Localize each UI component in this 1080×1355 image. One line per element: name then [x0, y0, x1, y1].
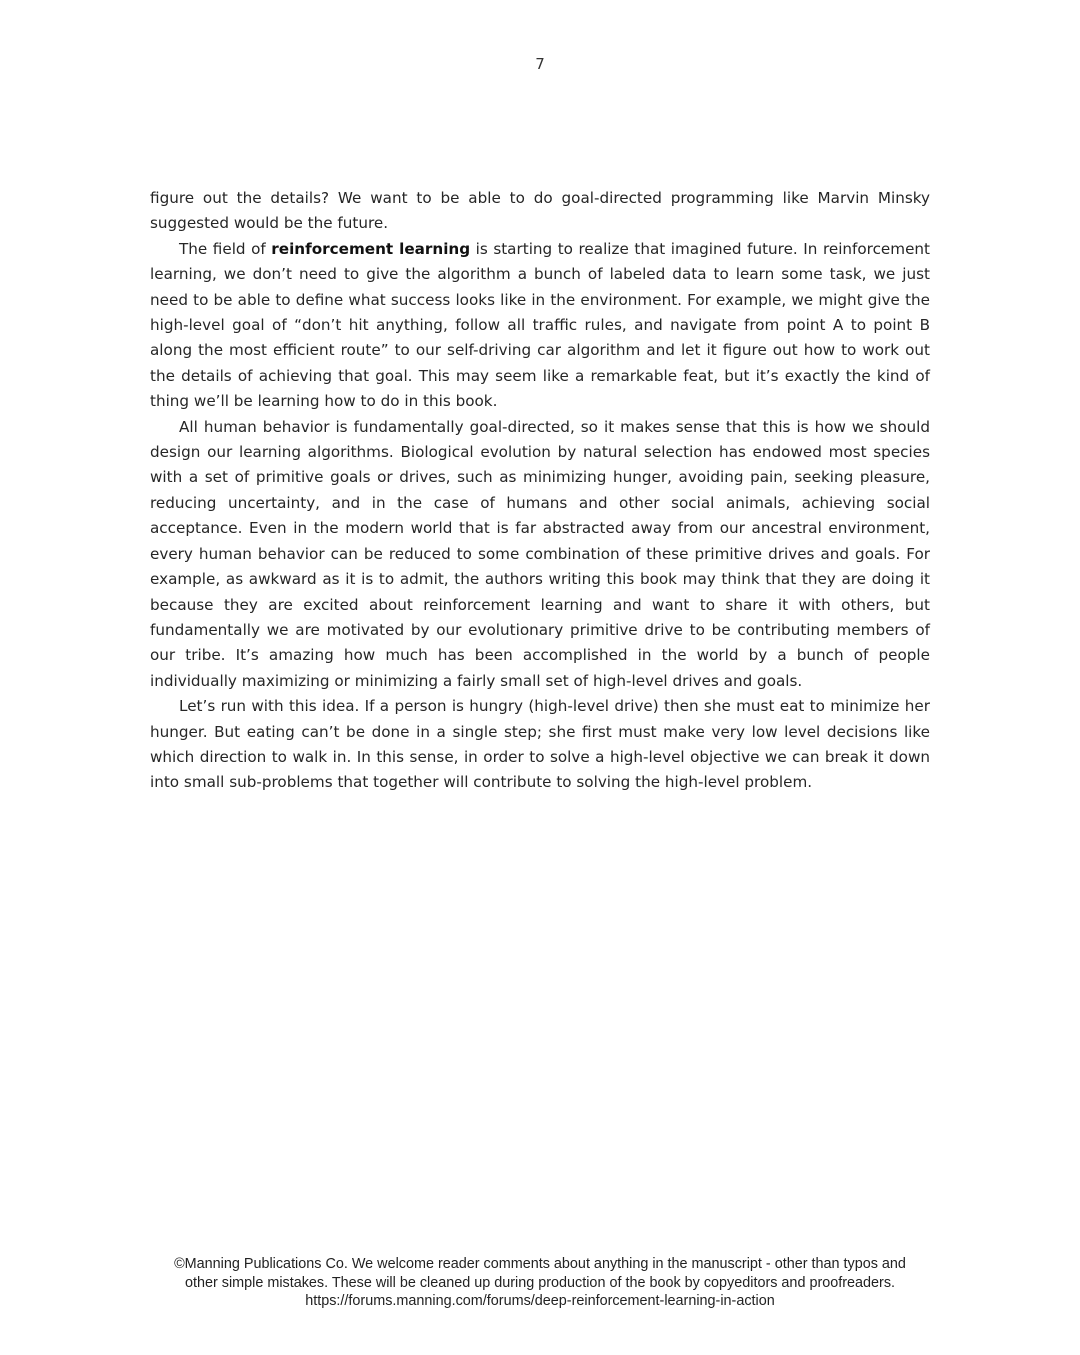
key-term: reinforcement learning	[271, 239, 471, 258]
paragraph-goal-directed-behavior: All human behavior is fundamentally goal-directed, so it makes sense that this is how we should design our learning algorithms. Biological evolution by natural selection has endowed most species with a set of primitive goals or drives, such as minimizing hunger, avoiding pain, seeking pleasure, reducing uncertainty, and in the case of humans and other social animals, achieving social acceptance. Even in the modern world that is far abstracted away from our ancestral environment, every human behavior can be reduced to some combination of these primitive drives and goals. For example, as awkward as it is to admit, the authors writing this book may think that they are doing it because they are excited about reinforcement learning and want to share it with others, but fundamentally we are motivated by our evolutionary primitive drive to be contributing members of our tribe. It’s amazing how much has been accomplished in the world by a bunch of people individually maximizing or minimizing a fairly small set of high-level drives and goals.	[150, 417, 930, 690]
page-number: 7	[535, 55, 545, 73]
paragraph-hunger-example: Let’s run with this idea. If a person is hungry (high-level drive) then she must eat to minimize her hunger. But eating can’t be done in a single step; she first must make very low level decisions like which direction to walk in. In this sense, in order to solve a high-level objective we can break it down into small sub-problems that together will contribute to solving the high-level problem.	[150, 697, 930, 792]
paragraph-text: is starting to realize that imagined future. In reinforcement learning, we don’t need to give the algorithm a bunch of labeled data to learn some task, we just need to be able to define what success looks like in the environment. For example, we might give the high-level goal of “don’t hit anything, follow all traffic rules, and navigate from point A to point B along the most efficient route” to our self-driving car algorithm and let it figure out how to work out the details of achieving that goal. This may seem like a remarkable feat, but it’s exactly the kind of thing we’ll be learning how to do in this book.	[150, 239, 930, 411]
forum-link: https://forums.manning.com/forums/deep-reinforcement-learning-in-action	[305, 1293, 775, 1309]
footer-line: ©Manning Publications Co. We welcome reader comments about anything in the manuscript - other than typos and	[174, 1256, 906, 1272]
footer-line: other simple mistakes. These will be cleaned up during production of the book by copyeditors and proofreaders.	[184, 1274, 896, 1291]
body-text	[150, 186, 930, 796]
paragraph-text: The field of	[179, 239, 272, 258]
paragraph-continued: figure out the details? We want to be able to do goal-directed programming like Marvin Minsky suggested would be the future.	[150, 189, 930, 233]
paragraph-reinforcement-learning	[150, 237, 930, 415]
copyright-footer	[130, 1255, 950, 1311]
